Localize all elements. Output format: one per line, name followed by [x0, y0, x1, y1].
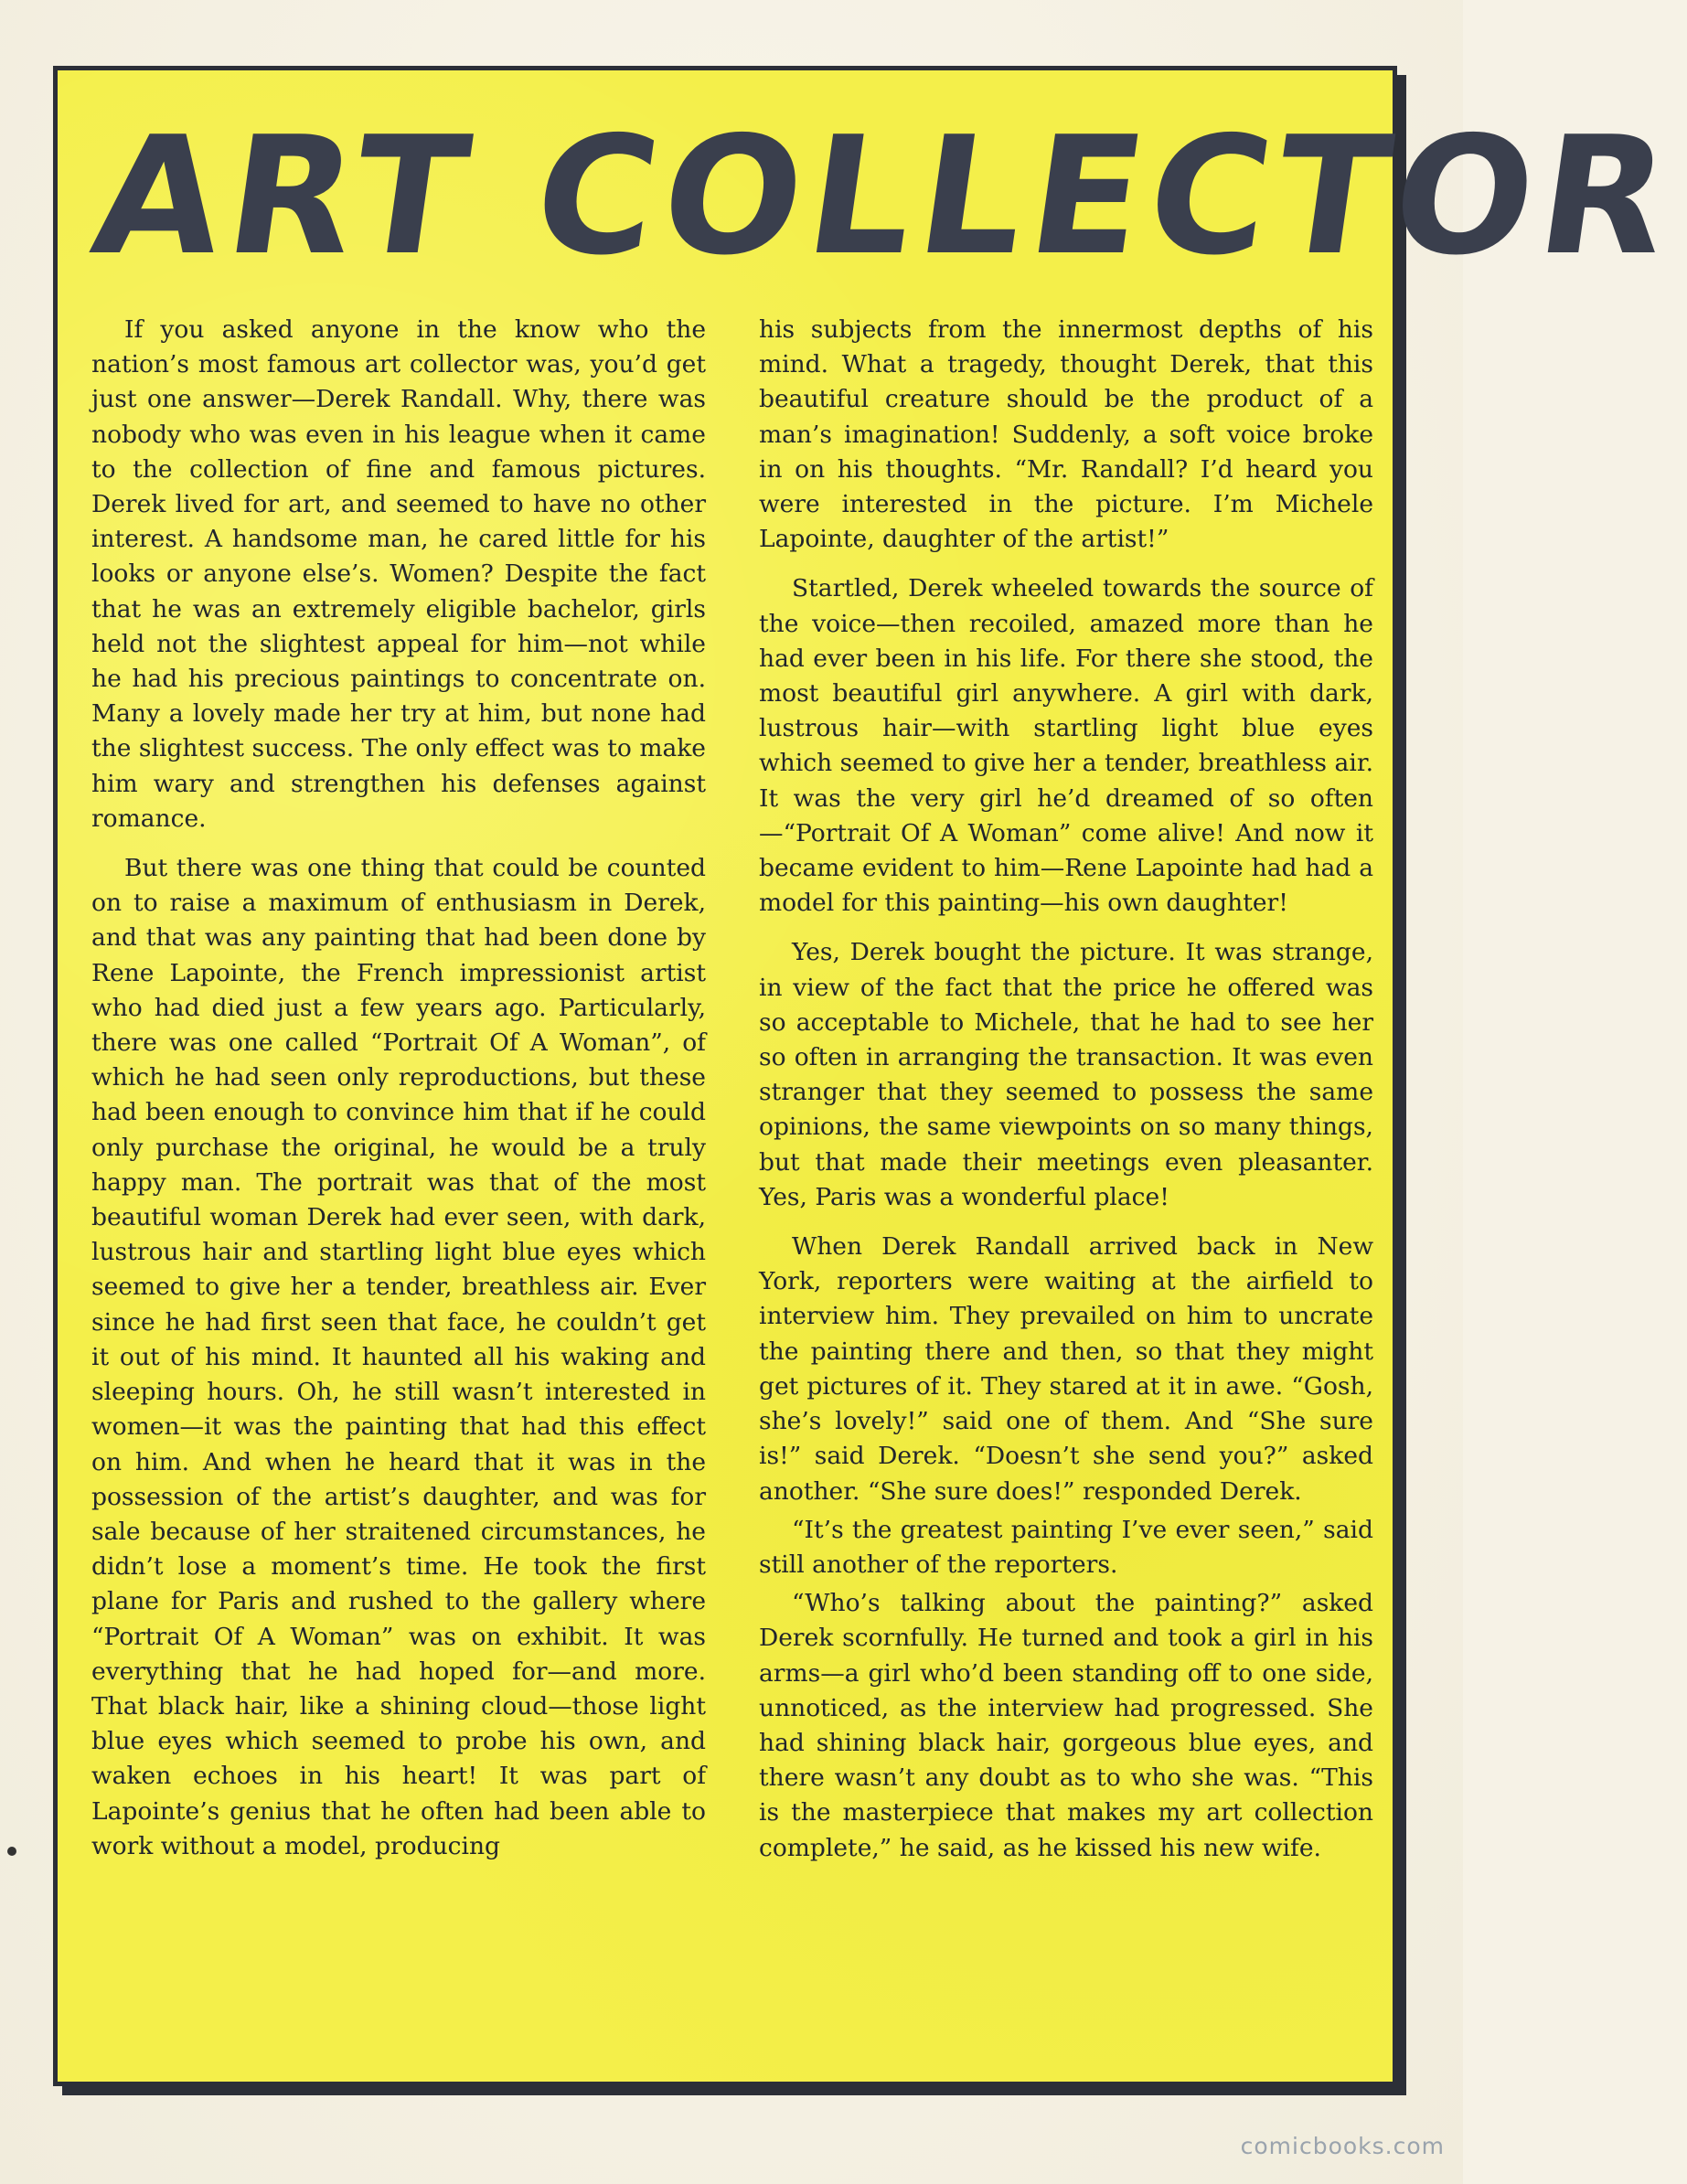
story-paragraph: “Who’s talking about the painting?” asked Derek scornfully. He turned and took a girl in his arms—a girl who’d been standing off to one side, unnoticed, as the interview had progressed. She had shining black hair, gorgeous blue eyes, and there wasn’t any doubt as to who she was. “This is the masterpiece that makes my art collection complete,” he said, as he kissed his new wife. — [759, 1589, 1373, 1862]
source-watermark: comicbooks.com — [1240, 2133, 1445, 2159]
story-paragraph: his subjects from the innermost depths of his mind. What a tragedy, thought Derek, that this beautiful creature should be the product of a man’s imagination! Suddenly, a soft voice broke in on his thoughts. “Mr. Randall? I’d heard you were interested in the picture. I’m Michele Lapointe, daughter of the artist!” — [759, 315, 1373, 554]
story-paragraph: “It’s the greatest painting I’ve ever seen,” said still another of the reporters. — [759, 1515, 1373, 1579]
story-column-right — [759, 313, 1373, 1880]
story-paragraph: Yes, Derek bought the picture. It was strange, in view of the fact that the price he offered was so acceptable to Michele, that he had to see her so often in arranging the transaction. It was even stranger that they seemed to possess the same opinions, the same viewpoints on so many things, but that made their meetings even pleasanter. Yes, Paris was a wonderful place! — [759, 938, 1373, 1211]
print-speck — [7, 1847, 16, 1856]
story-paragraph: When Derek Randall arrived back in New York, reporters were waiting at the airfield to interview him. They prevailed on him to uncrate the painting there and then, so that they might get pictures of it. They stared at it in awe. “Gosh, she’s lovely!” said one of them. And “She sure is!” said Derek. “Doesn’t she send you?” asked another. “She sure does!” responded Derek. — [759, 1232, 1373, 1506]
story-paragraph: Startled, Derek wheeled towards the source of the voice—then recoiled, amazed more than he had ever been in his life. For there she stood, the most beautiful girl anywhere. A girl with dark, lustrous hair—with startling light blue eyes which seemed to give her a tender, breathless air. It was the very girl he’d dreamed of so often—“Portrait Of A Woman” come alive! And now it became evident to him—Rene Lapointe had had a model for this painting—his own daughter! — [759, 574, 1373, 918]
story-paragraph: But there was one thing that could be counted on to raise a maximum of enthusiasm in Derek, and that was any painting that had been done by Rene Lapointe, the French impressionist artist who had died just a few years ago. Particularly, there was one called “Portrait Of A Woman”, of which he had seen only reproductions, but these had been enough to convince him that if he could only purchase the original, he would be a truly happy man. The portrait was that of the most beautiful woman Derek had ever seen, with dark, lustrous hair and startling light blue eyes which seemed to give her a tender, breathless air. Ever since he had first seen that face, he couldn’t get it out of his mind. It haunted all his waking and sleeping hours. Oh, he still wasn’t interested in women—it was the painting that had this effect on him. And when he heard that it was in the possession of the artist’s daughter, and was for sale because of her straitened circumstances, he didn’t lose a moment’s time. He took the first plane for Paris and rushed to the gallery where “Portrait Of A Woman” was on exhibit. It was everything that he had hoped for—and more. That black hair, like a shining cloud—those light blue eyes which seemed to probe his own, and waken echoes in his heart! It was part of Lapointe’s genius that he often had been able to work without a model, producing — [91, 854, 706, 1860]
story-paragraph: If you asked anyone in the know who the nation’s most famous art collector was, you’d get just one answer—Derek Randall. Why, there was nobody who was even in his league when it came to the collection of fine and famous pictures. Derek lived for art, and seemed to have no other interest. A handsome man, he cared little for his looks or anyone else’s. Women? Despite the fact that he was an extremely eligible bachelor, girls held not the slightest appeal for him—not while he had his precious paintings to concentrate on. Many a lovely made her try at him, but none had the slightest success. The only effect was to make him wary and strengthen his defenses against romance. — [91, 315, 706, 833]
story-column-left — [91, 313, 706, 1879]
story-title: ART COLLECTOR — [82, 101, 1687, 291]
